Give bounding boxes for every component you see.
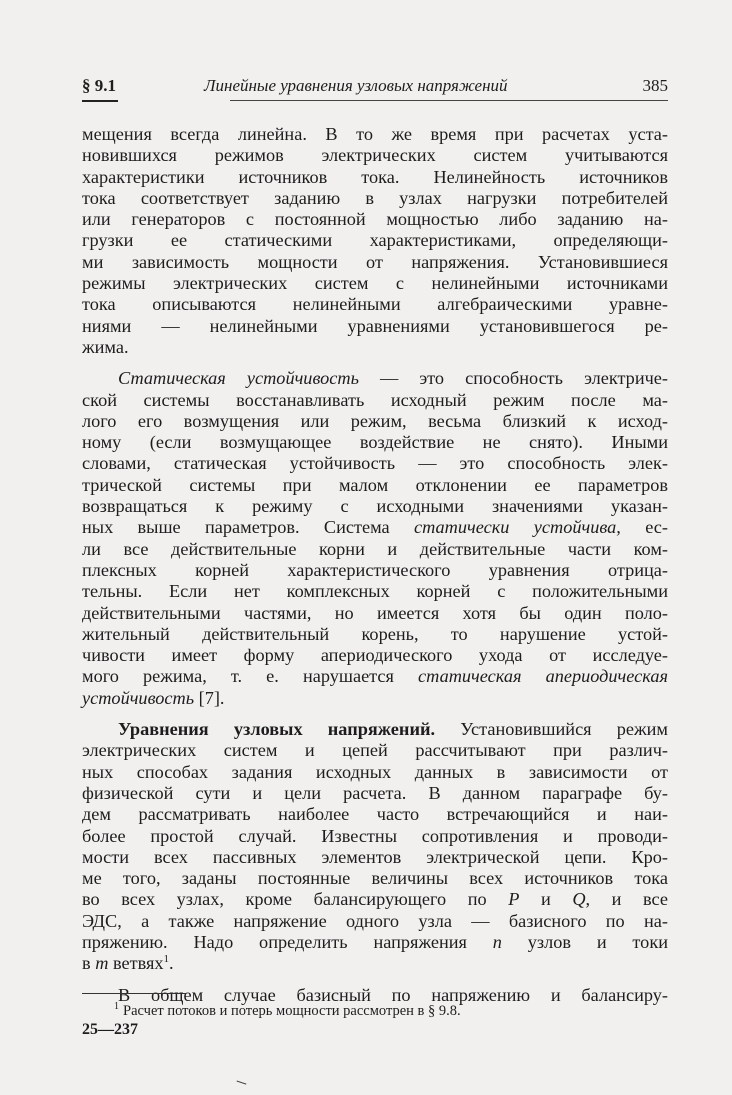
text-line: в m ветвях$^1$. — [82, 953, 174, 974]
text-line: более простой случай. Известны сопротивления и проводи- — [82, 825, 668, 846]
var-m: m — [95, 953, 109, 974]
running-header — [82, 76, 668, 100]
var-q: Q — [572, 889, 586, 910]
text-line: ли все действительные корни и действительные части ком- — [82, 538, 668, 559]
text-line: или генераторов с постоянной мощностью либо заданию на- — [82, 209, 668, 230]
text-line: ми зависимость мощности от напряжения. Установившиеся — [82, 251, 668, 272]
term-static-stability: Статическая устойчивость — [118, 368, 359, 389]
text-line: ме того, заданы постоянные величины всех источников тока — [82, 868, 668, 889]
text-line: тока описываются нелинейными алгебраическими уравне- — [82, 294, 668, 315]
body-text — [82, 124, 668, 1006]
footnote-mark: 1 — [114, 1001, 119, 1012]
page-number: 385 — [642, 76, 668, 95]
text-line: режимы электрических систем с нелинейными источниками — [82, 273, 668, 294]
header-rule-long — [230, 100, 668, 101]
text-line: ЭДС, а также напряжение одного узла — базисного по на- — [82, 910, 668, 931]
header-rule-short — [82, 100, 118, 102]
var-n: n — [492, 931, 502, 952]
text-line: электрических систем и цепей рассчитывают при различ- — [82, 740, 668, 761]
text-line: Уравнения узловых напряжений. Установившийся режим — [118, 719, 668, 740]
text-line: В общем случае базисный по напряжению и балансиру- — [118, 984, 668, 1005]
text-line: тока соответствует заданию в узлах нагрузки потребителей — [82, 187, 668, 208]
term-stability: устойчивость — [82, 687, 195, 708]
paragraph-heading: Уравнения узловых напряжений. — [118, 719, 436, 740]
text-line: ской системы восстанавливать исходный режим после ма- — [82, 389, 668, 410]
text-line: ниями — нелинейными уравнениями установившегося ре- — [82, 315, 668, 336]
text-line: тельны. Если нет комплексных корней с положительными — [82, 581, 668, 602]
text-line: мости всех пассивных элементов электрической цепи. Кро- — [82, 846, 668, 867]
var-p: P — [508, 889, 520, 910]
text-line: плексных корней характеристического уравнения отрица- — [82, 559, 668, 580]
text-line: мого режима, т. е. нарушается статическая апериодическая — [82, 666, 669, 687]
text-line: ных способах задания исходных данных в зависимости от — [82, 761, 668, 782]
footnote-ref: 1 — [163, 953, 170, 966]
section-number: § 9.1 — [82, 76, 116, 95]
footnote — [114, 1001, 461, 1020]
text-line: во всех узлах, кроме балансирующего по P и Q, и все — [82, 889, 668, 910]
text-line: пряжению. Надо определить напряжения n узлов и токи — [82, 931, 668, 952]
print-speck — [236, 1081, 247, 1088]
text-line: Статическая устойчивость — это способность электриче- — [118, 368, 669, 389]
footnote-rule — [82, 993, 186, 994]
text-line: возвращаться к режиму с исходными значениями указан- — [82, 496, 668, 517]
paragraph-3 — [82, 719, 668, 975]
text-line: физической сути и цели расчета. В данном параграфе бу- — [82, 782, 668, 803]
text-line: трической системы при малом отклонении ее параметров — [82, 474, 668, 495]
text-line: устойчивость [7]. — [82, 687, 225, 708]
text-line: ному (если возмущающее воздействие не снято). Иными — [82, 432, 668, 453]
text-line: словами, статическая устойчивость — это способность элек- — [82, 453, 668, 474]
text-line: лого его возмущения или режим, весьма близкий к исход- — [82, 410, 668, 431]
printer-signature: 25—237 — [82, 1021, 138, 1038]
paragraph-2 — [82, 368, 668, 709]
text-line: новившихся режимов электрических систем учитываются — [82, 145, 668, 166]
text-line: характеристики источников тока. Нелинейность источников — [82, 166, 668, 187]
text-line: ных выше параметров. Система статически устойчива, ес- — [82, 517, 668, 538]
term-aperiodic: статическая апериодическая — [418, 666, 669, 687]
text-line: мещения всегда линейна. В то же время при расчетах уста- — [82, 124, 668, 144]
running-title: Линейные уравнения узловых напряжений — [204, 76, 508, 95]
text-line: действительными частями, но имеется хотя бы один поло- — [82, 602, 668, 623]
text-line: грузки ее статическими характеристиками, определяющи- — [82, 230, 668, 251]
footnote-text: Расчет потоков и потерь мощности рассмотрен в § 9.8. — [123, 1002, 461, 1019]
paragraph-1 — [82, 124, 668, 358]
text-line: жима. — [82, 336, 129, 357]
text-line: дем рассматривать наиболее часто встречающийся и наи- — [82, 804, 668, 825]
term-statically-stable: статически устойчива, — [414, 517, 621, 538]
text-line: жительный действительный корень, то нарушение устой- — [82, 623, 668, 644]
text-line: чивости имеет форму апериодического ухода от исследуе- — [82, 645, 668, 666]
